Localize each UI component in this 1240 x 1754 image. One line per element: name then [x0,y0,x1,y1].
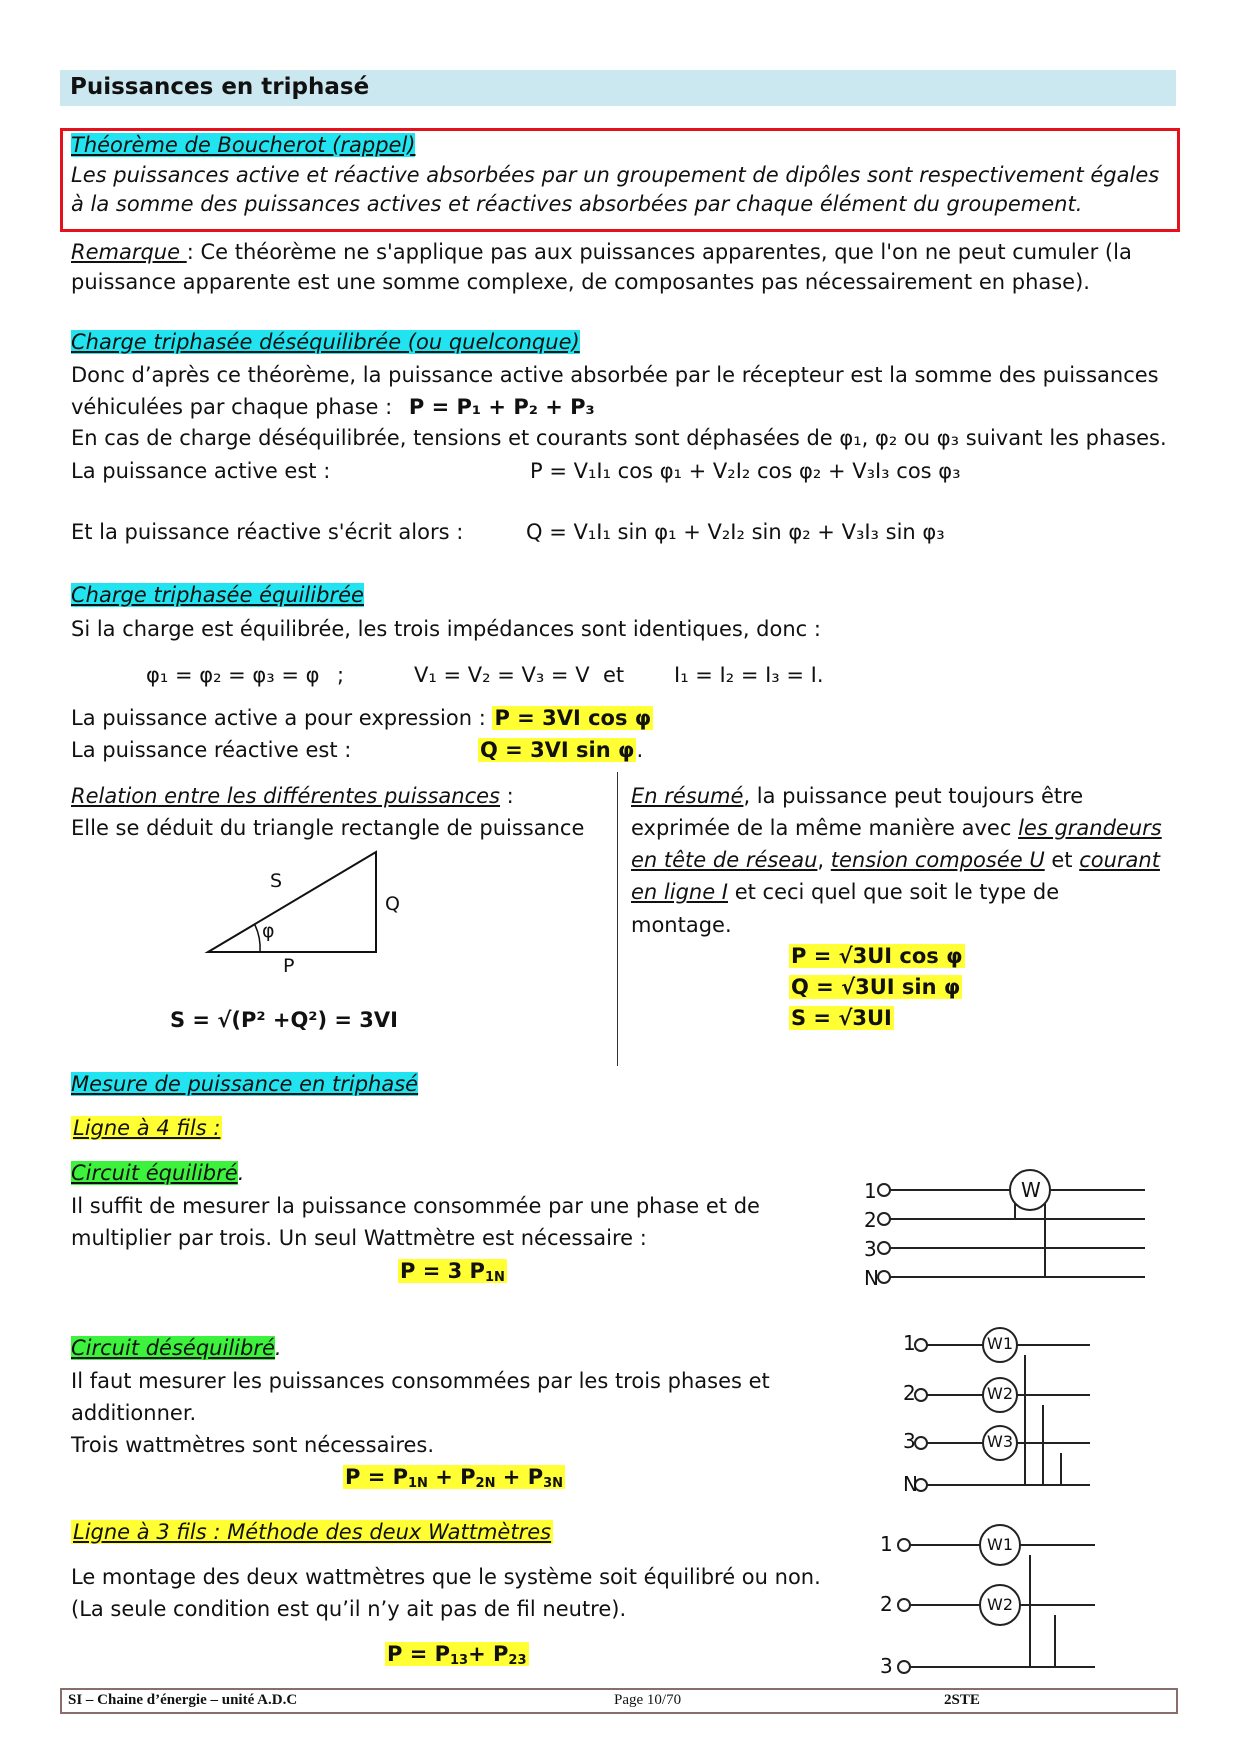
eq-title: Charge triphasée équilibrée [71,583,364,607]
resume-t2: , la puissance peut toujours être [743,784,1084,808]
triangle-label-phi: φ [262,920,275,942]
triangle-label-s: S [270,870,283,892]
remarque-label: Remarque [71,240,187,264]
diagram-one-wattmeter [855,1165,1155,1290]
eq-circuit-title-line: Circuit équilibré. [71,1161,245,1185]
resume-f1: P = √3UI cos φ [791,944,963,968]
diagram2-w1: W1 [987,1334,1013,1353]
triangle-shape [208,852,376,952]
diagram2-label-n: N [903,1472,918,1496]
resume-t7: tension composée U [830,848,1045,872]
deseq-circuit-formula-line [343,1462,565,1499]
deseq-circuit-line1: Il faut mesurer les puissances consommées par les trois phases et [71,1369,770,1393]
resume-f3: S = √3UI [791,1006,892,1030]
eq-reactive-dot: . [636,738,644,762]
eq-active-line [71,703,653,733]
resume-t9: courant [1079,848,1160,872]
deseq-title: Charge triphasée déséquilibrée (ou quelconque) [71,330,580,354]
l3-line1: Le montage des deux wattmètres que le système soit équilibré ou non. [71,1565,821,1589]
deseq-circuit-title: Circuit déséquilibré [71,1336,275,1360]
resume-f2: Q = √3UI sin φ [791,975,961,999]
footer-left: SI – Chaine d’énergie – unité A.D.C [68,1692,298,1708]
eq-circuit-formula-line [398,1256,507,1293]
resume-f2-line [789,972,962,1002]
relation-title: Relation entre les différentes puissances [71,784,500,808]
diagram1-labels [864,1177,879,1293]
angle-arc [255,925,260,952]
eq-sep: ; [337,663,345,687]
eq-phi: φ₁ = φ₂ = φ₃ = φ [146,663,320,687]
mesure-title: Mesure de puissance en triphasé [71,1072,419,1096]
boucherot-line2: à la somme des puissances actives et réactives absorbées par chaque élément du groupement. [71,192,1083,216]
footer-page: Page 10/70 [614,1692,682,1708]
ligne3-line [71,1517,553,1547]
eq-reactive-line [478,735,643,765]
ligne4-line [71,1113,222,1143]
triangle-label-p: P [283,955,295,977]
resume-t5: en tête de réseau [631,848,818,872]
eq-active-formula: P = 3VI cos φ [494,706,652,730]
resume-line2 [631,813,1162,843]
mesure-title-line [71,1069,418,1099]
eq-line1: Si la charge est équilibrée, les trois impédances sont identiques, donc : [71,617,821,641]
footer-right: 2STE [944,1692,980,1708]
diagram1-label-1: 1 [864,1179,877,1203]
diagram1-label-n: N [864,1266,879,1290]
l3-formula: $P = P_{13}+ P_{23}$ [387,1642,527,1668]
l3-line2: (La seule condition est qu’il n’y ait pas de fil neutre). [71,1597,627,1621]
diagram1-label-3: 3 [864,1237,877,1261]
remarque-line1 [71,237,1132,267]
page-title: Puissances en triphasé [70,74,370,100]
diagram1-label-2: 2 [864,1208,877,1232]
deseq-circuit-formula: $P = P_{1N} + P_{2N} + P_{3N}$ [345,1465,564,1491]
eq-circuit-line1: Il suffit de mesurer la puissance consommée par une phase et de [71,1194,760,1218]
resume-line1 [631,781,1083,811]
deseq-line2 [71,392,595,422]
boucherot-title-line [71,130,415,160]
deseq-active-formula: P = V₁I₁ cos φ₁ + V₂I₂ cos φ₂ + V₃I₃ cos φ₃ [530,459,961,483]
eq-circuit-line2: multiplier par trois. Un seul Wattmètre est nécessaire : [71,1226,647,1250]
diagram3-w1: W1 [987,1535,1013,1554]
column-divider [617,772,618,1066]
remarque-text1: : Ce théorème ne s'applique pas aux puissances apparentes, que l'on ne peut cumuler (la [186,240,1132,264]
diagram2-w3: W3 [987,1432,1013,1451]
deseq-line2-text: véhiculées par chaque phase : [71,395,393,419]
ligne4-title: Ligne à 4 fils : [73,1116,221,1140]
diagram3-label-1: 1 [880,1532,893,1556]
remarque-line2: puissance apparente est une somme complexe, de composantes pas nécessairement en phase). [71,270,1090,294]
eq-reactive-label: La puissance réactive est : [71,738,352,762]
diagram2-label-2: 2 [903,1381,916,1405]
relation-line1: Elle se déduit du triangle rectangle de puissance [71,816,585,840]
diagram1-w: W [1021,1178,1041,1202]
relation-formula: S = √(P² +Q²) = 3VI [170,1008,398,1032]
diagram3-w2: W2 [987,1595,1013,1614]
resume-t8: et [1044,848,1080,872]
resume-f1-line [789,941,965,971]
resume-t11: et ceci quel que soit le type de [728,880,1060,904]
eq-v: V₁ = V₂ = V₃ = V [414,663,590,687]
deseq-circuit-line2: additionner. [71,1401,197,1425]
diagram2-w2: W2 [987,1384,1013,1403]
resume-t12: montage. [631,913,732,937]
ligne3-title: Ligne à 3 fils : Méthode des deux Wattmètres [73,1520,552,1544]
l3-formula-line [385,1639,529,1676]
boucherot-line1: Les puissances active et réactive absorbées par un groupement de dipôles sont respectivement égales [71,163,1160,187]
eq-circuit-title: Circuit équilibré [71,1161,238,1185]
diagram3-label-2: 2 [880,1592,893,1616]
resume-line4 [631,877,1059,907]
resume-t4: les grandeurs [1018,816,1162,840]
deseq-reactive-label: Et la puissance réactive s'écrit alors : [71,520,464,544]
eq-active-label: La puissance active a pour expression : [71,706,486,730]
resume-line3 [631,845,1160,875]
triangle-label-q: Q [385,893,400,915]
eq-title-line [71,580,364,610]
deseq-circuit-line3: Trois wattmètres sont nécessaires. [71,1433,435,1457]
deseq-reactive-formula: Q = V₁I₁ sin φ₁ + V₂I₂ sin φ₂ + V₃I₃ sin φ₃ [526,520,945,544]
resume-t1: En résumé [631,784,744,808]
resume-t6: , [817,848,831,872]
section-header [60,70,1176,106]
diagram2-label-1: 1 [903,1331,916,1355]
deseq-title-line [71,327,580,357]
deseq-line3: En cas de charge déséquilibrée, tensions et courants sont déphasées de φ₁, φ₂ ou φ₃ suivant les phases. [71,426,1167,450]
eq-reactive-formula: Q = 3VI sin φ [480,738,635,762]
eq-circuit-formula: P = 3 $P_{1N}$ [400,1259,505,1285]
deseq-circuit-title-line: Circuit déséquilibré. [71,1336,282,1360]
deseq-line1: Donc d’après ce théorème, la puissance active absorbée par le récepteur est la somme des puissances [71,363,1159,387]
resume-t10: en ligne I [631,880,729,904]
diagram3-label-3: 3 [880,1654,893,1678]
relation-colon: : [500,784,514,808]
relation-title-line [71,781,514,811]
eq-i: I₁ = I₂ = I₃ = I. [674,663,824,687]
deseq-sum-formula: P = P₁ + P₂ + P₃ [408,395,595,419]
resume-f3-line [789,1003,894,1033]
boucherot-title: Théorème de Boucherot (rappel) [71,133,416,157]
resume-t3: exprimée de la même manière avec [631,816,1019,840]
eq-et: et [603,663,625,687]
deseq-active-label: La puissance active est : [71,459,331,483]
page-footer [60,1688,1178,1714]
diagram2-label-3: 3 [903,1429,916,1453]
